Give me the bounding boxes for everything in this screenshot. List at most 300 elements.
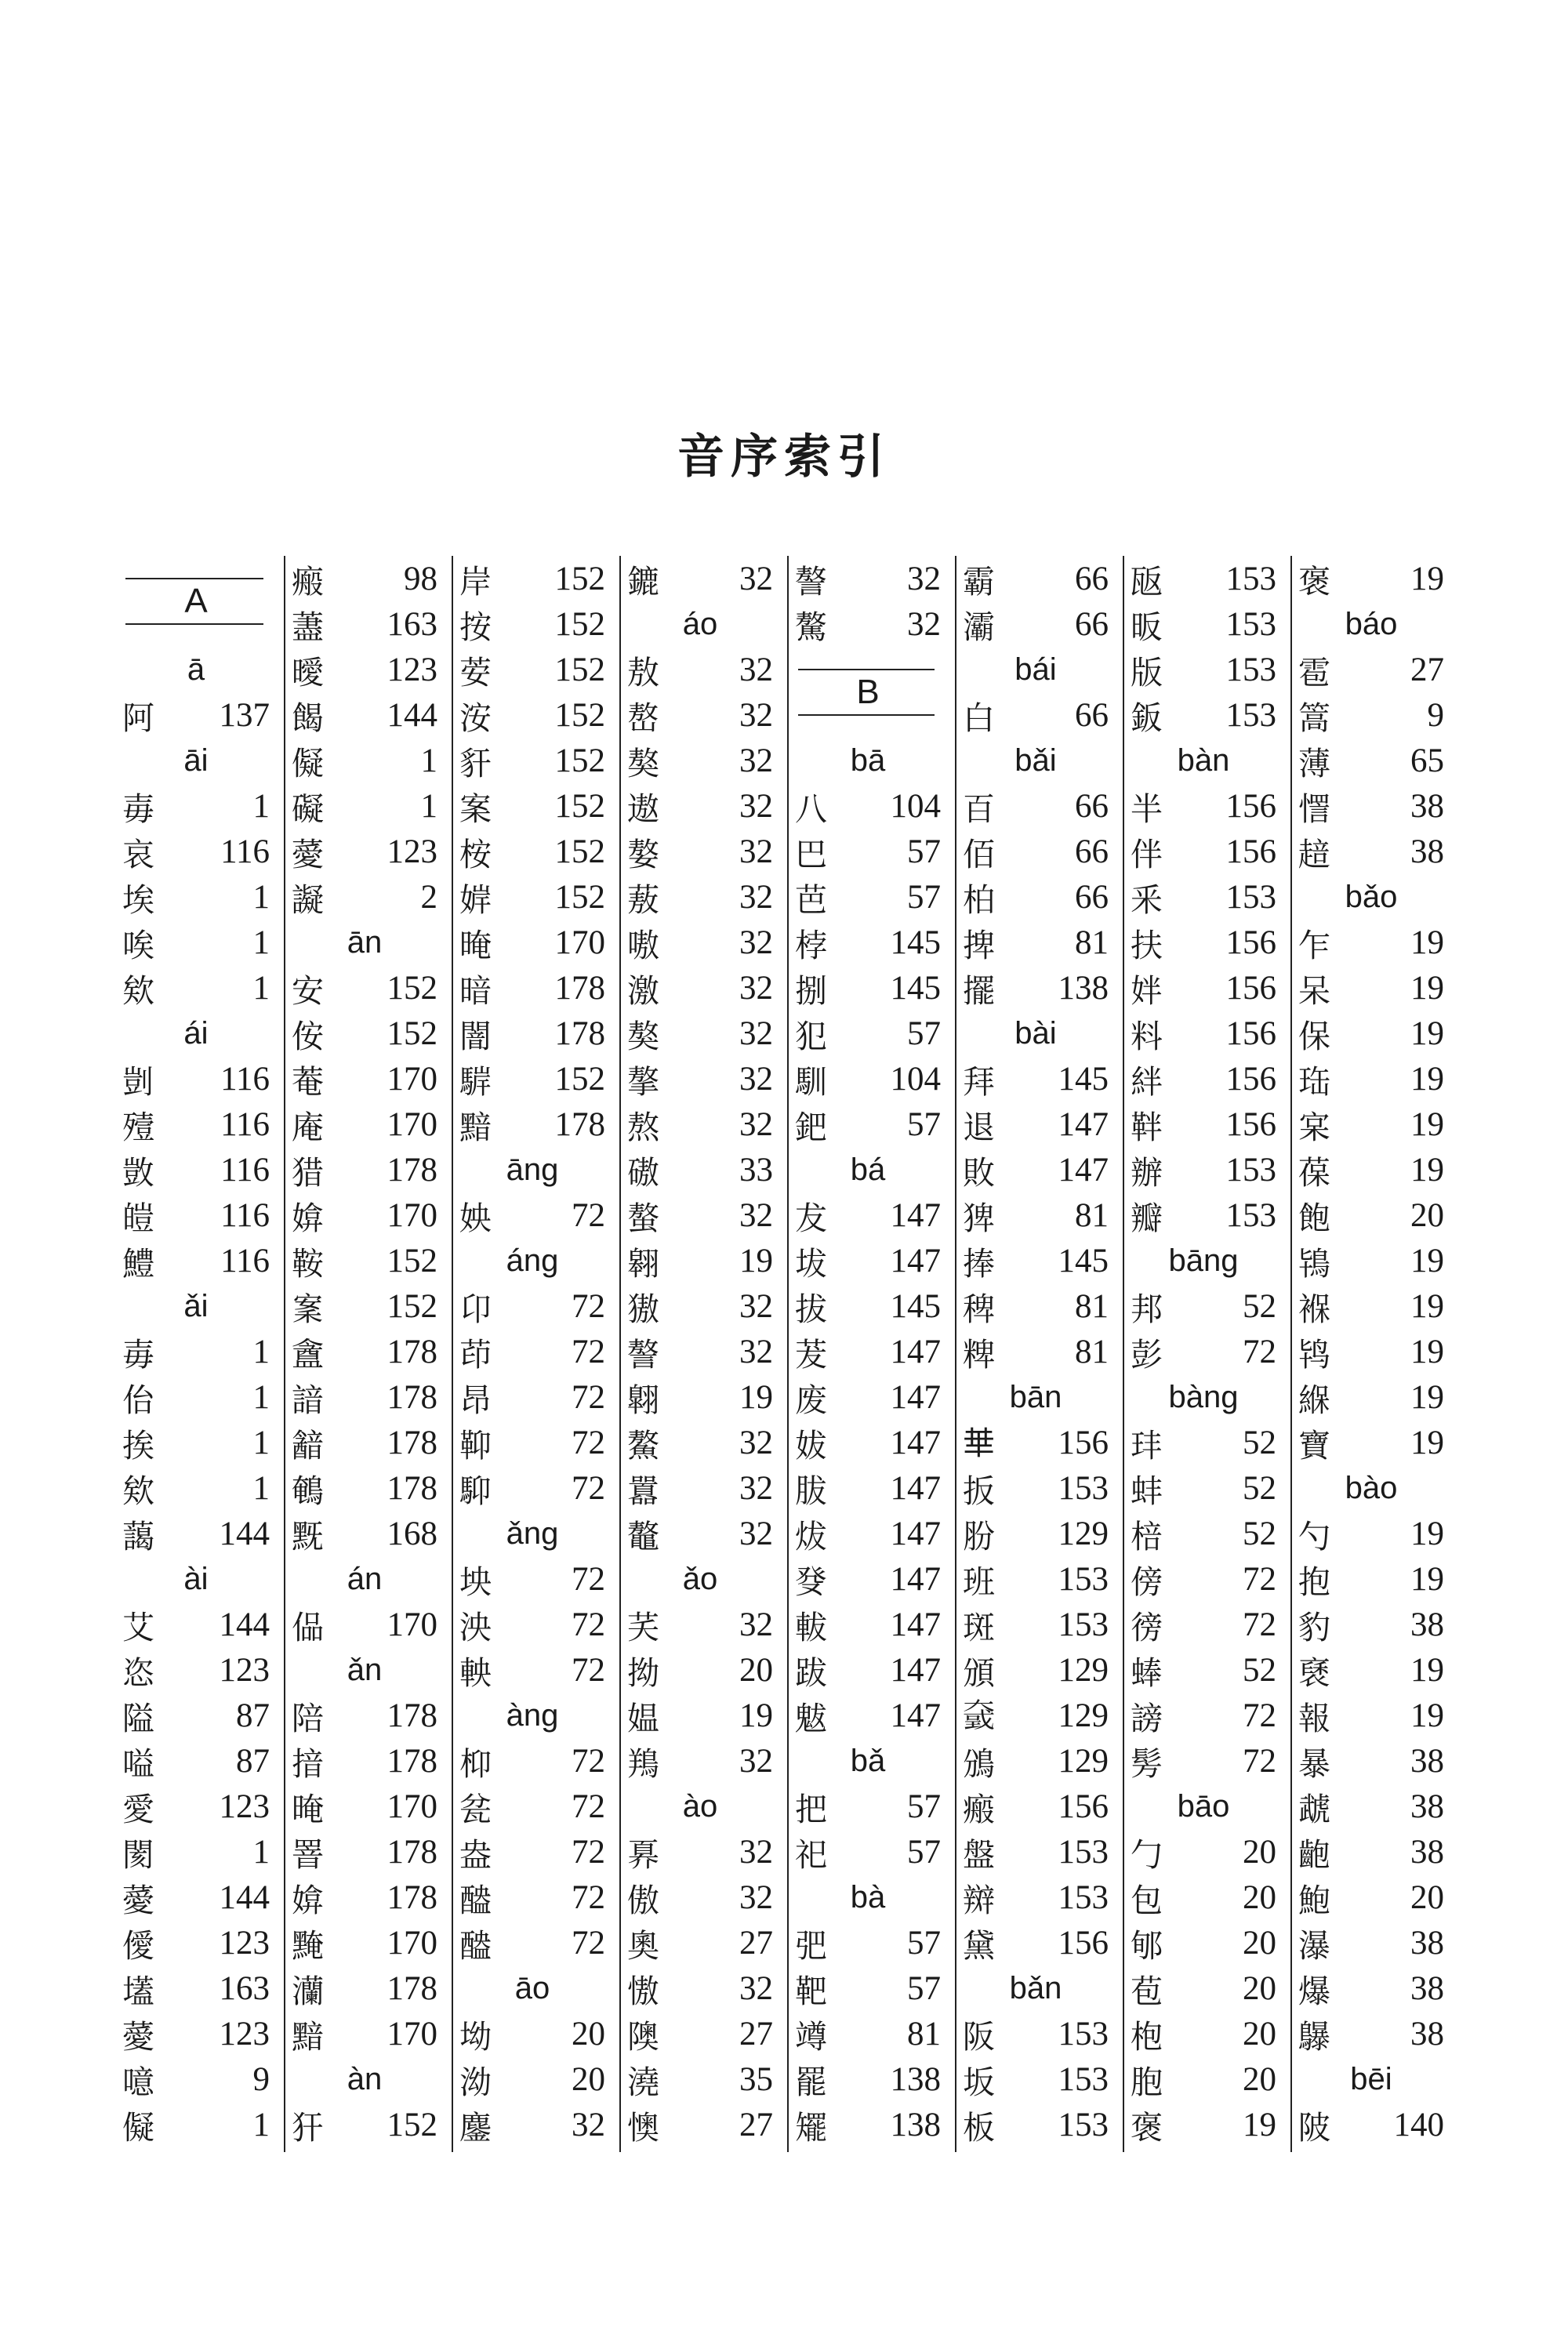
- entry-page-number: 147: [890, 1196, 941, 1234]
- index-entry: [627, 874, 773, 920]
- entry-page-number: 52: [1243, 1651, 1276, 1689]
- entry-page-number: 152: [387, 1014, 437, 1052]
- entry-page-number: 153: [1058, 1606, 1109, 1643]
- index-entry: [795, 1420, 941, 1465]
- entry-character: 欸: [122, 1472, 154, 1510]
- index-entry: [963, 1192, 1109, 1238]
- entry-character: 鴹: [627, 1744, 659, 1783]
- entry-page-number: 38: [1410, 1788, 1444, 1825]
- entry-character: 豹: [1298, 1608, 1330, 1646]
- entry-character: 鵪: [292, 1472, 324, 1510]
- entry-page-number: 38: [1410, 1969, 1444, 2007]
- entry-character: 譺: [292, 880, 324, 919]
- index-entry: [627, 1056, 773, 1102]
- entry-page-number: 52: [1243, 1515, 1276, 1552]
- entry-character: 褒: [1298, 562, 1330, 601]
- index-entry: [795, 1329, 941, 1374]
- entry-character: 肦: [963, 1517, 995, 1555]
- index-entry: [122, 1147, 270, 1192]
- index-entry: [963, 1283, 1109, 1329]
- entry-character: 斑: [963, 1608, 995, 1646]
- index-entry: [1298, 1329, 1444, 1374]
- entry-page-number: 152: [554, 878, 605, 916]
- entry-character: 祀: [795, 1835, 827, 1874]
- pinyin-heading: bān: [1009, 1379, 1062, 1414]
- entry-page-number: 72: [1243, 1742, 1276, 1780]
- entry-page-number: 72: [572, 1606, 605, 1643]
- entry-page-number: 1: [252, 1424, 270, 1461]
- index-entry: [963, 1647, 1109, 1693]
- entry-page-number: 116: [220, 1196, 270, 1234]
- index-entry: [1298, 1829, 1444, 1875]
- index-entry: [292, 829, 437, 874]
- index-entry: [1298, 738, 1444, 783]
- entry-page-number: 57: [907, 1105, 941, 1143]
- entry-page-number: 32: [739, 1333, 773, 1370]
- entry-page-number: 19: [1410, 1242, 1444, 1279]
- index-entry: [459, 1875, 605, 1920]
- entry-page-number: 19: [1410, 1287, 1444, 1325]
- entry-character: 保: [1298, 1017, 1330, 1055]
- entry-page-number: 19: [1410, 1424, 1444, 1461]
- pinyin-heading: bàng: [1168, 1379, 1239, 1414]
- entry-character: 鴇: [1298, 1244, 1330, 1283]
- entry-page-number: 20: [572, 2015, 605, 2053]
- entry-character: 灡: [292, 1972, 324, 2010]
- entry-character: 茚: [459, 1335, 492, 1374]
- index-entry: [627, 1420, 773, 1465]
- index-entry: [627, 1329, 773, 1374]
- index-entry: [459, 738, 605, 783]
- index-entry: [1131, 1192, 1276, 1238]
- index-entry: [1131, 1147, 1276, 1192]
- entry-page-number: 72: [572, 1469, 605, 1507]
- entry-character: 澆: [627, 2063, 659, 2101]
- entry-page-number: 32: [739, 969, 773, 1007]
- entry-page-number: 32: [739, 833, 773, 870]
- entry-page-number: 170: [387, 1060, 437, 1098]
- entry-page-number: 104: [890, 1060, 941, 1098]
- entry-page-number: 32: [907, 605, 941, 643]
- index-entry: [963, 1420, 1109, 1465]
- index-entry: [292, 874, 437, 920]
- entry-character: 囂: [627, 1472, 659, 1510]
- entry-character: 獒: [627, 1017, 659, 1055]
- entry-page-number: 66: [1075, 605, 1109, 643]
- pinyin-heading: bēi: [1350, 2061, 1392, 2096]
- entry-character: 辬: [963, 1881, 995, 1919]
- entry-page-number: 147: [890, 1469, 941, 1507]
- entry-character: 儗: [292, 744, 324, 782]
- index-entry: [122, 1875, 270, 1920]
- pinyin-heading: ǎo: [682, 1561, 718, 1596]
- entry-page-number: 153: [1058, 1833, 1109, 1871]
- pinyin-heading: bào: [1345, 1470, 1398, 1505]
- index-entry: [459, 874, 605, 920]
- entry-character: 柏: [963, 880, 995, 919]
- index-entry: [459, 1192, 605, 1238]
- entry-character: 拔: [795, 1290, 827, 1328]
- entry-character: 靶: [795, 1972, 827, 2010]
- entry-character: 鞍: [292, 1244, 324, 1283]
- index-entry: [292, 1738, 437, 1784]
- entry-character: 珤: [1298, 1062, 1330, 1101]
- entry-page-number: 138: [1058, 969, 1109, 1007]
- entry-page-number: 156: [1225, 833, 1276, 870]
- index-entry: [1298, 1965, 1444, 2011]
- entry-character: 跋: [795, 1653, 827, 1692]
- index-entry: [627, 1920, 773, 1965]
- index-entry: [1298, 965, 1444, 1011]
- index-entry: [292, 1829, 437, 1875]
- index-entry: [1131, 1102, 1276, 1147]
- entry-character: 鈑: [1131, 699, 1163, 737]
- entry-character: 嶅: [627, 699, 659, 737]
- index-entry: [795, 556, 941, 601]
- entry-page-number: 81: [907, 2015, 941, 2053]
- entry-character: 髣: [1131, 1744, 1163, 1783]
- entry-character: 阪: [963, 2017, 995, 2056]
- entry-character: 桲: [795, 926, 827, 964]
- index-entry: [1131, 920, 1276, 965]
- entry-page-number: 153: [1225, 560, 1276, 597]
- entry-character: 版: [1131, 653, 1163, 691]
- index-entry: [963, 1102, 1109, 1147]
- entry-page-number: 156: [1225, 924, 1276, 961]
- index-entry: [627, 647, 773, 692]
- index-entry: [963, 601, 1109, 647]
- entry-character: 盎: [459, 1835, 492, 1874]
- entry-character: 媕: [292, 1881, 324, 1919]
- entry-character: 敖: [627, 653, 659, 691]
- index-entry: [122, 1693, 270, 1738]
- entry-page-number: 81: [1075, 1333, 1109, 1370]
- entry-page-number: 52: [1243, 1287, 1276, 1325]
- entry-character: 魃: [795, 1699, 827, 1737]
- entry-page-number: 72: [572, 1742, 605, 1780]
- index-entry: [122, 2102, 270, 2147]
- pinyin-heading: āng: [506, 1152, 559, 1187]
- index-entry: [963, 1465, 1109, 1511]
- index-entry: [1131, 1875, 1276, 1920]
- entry-page-number: 32: [739, 1515, 773, 1552]
- entry-page-number: 156: [1225, 1105, 1276, 1143]
- entry-page-number: 123: [219, 1788, 270, 1825]
- index-entry: [1131, 692, 1276, 738]
- entry-page-number: 57: [907, 1833, 941, 1871]
- index-entry: [795, 874, 941, 920]
- index-entry: [122, 965, 270, 1011]
- entry-character: 黤: [292, 1926, 324, 1965]
- entry-page-number: 32: [739, 878, 773, 916]
- entry-page-number: 32: [739, 1196, 773, 1234]
- entry-character: 岸: [459, 562, 492, 601]
- entry-character: 鈀: [795, 1108, 827, 1146]
- entry-page-number: 178: [387, 1151, 437, 1189]
- entry-character: 瓪: [1131, 562, 1163, 601]
- entry-page-number: 153: [1225, 878, 1276, 916]
- index-entry: [459, 783, 605, 829]
- index-entry: [122, 920, 270, 965]
- entry-page-number: 98: [404, 560, 437, 597]
- index-entry: [292, 2102, 437, 2147]
- entry-page-number: 145: [1058, 1242, 1109, 1279]
- index-entry: [627, 1647, 773, 1693]
- entry-page-number: 137: [219, 696, 270, 734]
- index-entry: [292, 2011, 437, 2056]
- entry-character: 犯: [795, 1017, 827, 1055]
- entry-character: 灞: [963, 608, 995, 646]
- entry-character: 抱: [1298, 1563, 1330, 1601]
- entry-page-number: 32: [739, 1606, 773, 1643]
- entry-page-number: 57: [907, 833, 941, 870]
- entry-character: 釆: [1131, 880, 1163, 919]
- entry-character: 罯: [292, 1835, 324, 1874]
- entry-page-number: 32: [739, 1742, 773, 1780]
- entry-character: 苞: [1131, 1972, 1163, 2010]
- index-entry: [795, 1693, 941, 1738]
- entry-character: 褓: [1298, 1290, 1330, 1328]
- entry-character: 矲: [795, 2108, 827, 2147]
- index-entry: [795, 2011, 941, 2056]
- index-entry: [122, 829, 270, 874]
- index-entry: [1131, 1920, 1276, 1965]
- entry-character: 姅: [1131, 971, 1163, 1010]
- entry-character: 瓣: [1131, 1199, 1163, 1237]
- entry-page-number: 35: [739, 2060, 773, 2098]
- entry-character: 軷: [795, 1608, 827, 1646]
- entry-page-number: 1: [420, 742, 437, 779]
- entry-character: 洝: [459, 699, 492, 737]
- index-entry: [122, 1374, 270, 1420]
- index-entry: [459, 1056, 605, 1102]
- entry-character: 庵: [292, 1108, 324, 1146]
- index-entry: [795, 1192, 941, 1238]
- entry-character: 盤: [963, 1835, 995, 1874]
- pinyin-heading: àng: [506, 1697, 559, 1733]
- index-entry: [1298, 1511, 1444, 1556]
- index-entry: [963, 1556, 1109, 1602]
- entry-character: 坳: [459, 2017, 492, 2056]
- pinyin-heading: ài: [183, 1561, 209, 1596]
- entry-character: 靽: [1131, 1108, 1163, 1146]
- entry-page-number: 66: [1075, 696, 1109, 734]
- index-entry: [292, 1011, 437, 1056]
- entry-character: 諳: [292, 1381, 324, 1419]
- entry-page-number: 52: [1243, 1469, 1276, 1507]
- entry-page-number: 152: [554, 560, 605, 597]
- entry-page-number: 57: [907, 1969, 941, 2007]
- index-entry: [1131, 1420, 1276, 1465]
- entry-page-number: 38: [1410, 787, 1444, 825]
- index-entry: [292, 1192, 437, 1238]
- entry-character: 盦: [292, 1335, 324, 1374]
- index-entry: [627, 965, 773, 1011]
- index-entry: [795, 920, 941, 965]
- index-entry: [795, 1374, 941, 1420]
- index-entry: [1131, 965, 1276, 1011]
- entry-page-number: 20: [1243, 1878, 1276, 1916]
- entry-page-number: 170: [387, 1788, 437, 1825]
- entry-page-number: 144: [219, 1606, 270, 1643]
- index-entry: [627, 1511, 773, 1556]
- index-entry: [963, 1693, 1109, 1738]
- entry-character: 荌: [459, 653, 492, 691]
- entry-character: 毐: [122, 1335, 154, 1374]
- index-entry: [795, 829, 941, 874]
- entry-page-number: 19: [739, 1378, 773, 1416]
- index-entry: [627, 920, 773, 965]
- entry-page-number: 170: [387, 1606, 437, 1643]
- entry-page-number: 57: [907, 1014, 941, 1052]
- index-entry: [292, 738, 437, 783]
- index-entry: [1298, 647, 1444, 692]
- entry-character: 螯: [627, 1199, 659, 1237]
- index-entry: [627, 1829, 773, 1875]
- entry-page-number: 20: [572, 2060, 605, 2098]
- entry-page-number: 123: [219, 1651, 270, 1689]
- index-entry: [122, 1102, 270, 1147]
- entry-page-number: 156: [1058, 1424, 1109, 1461]
- entry-character: 鮑: [1298, 1881, 1330, 1919]
- index-entry: [459, 1420, 605, 1465]
- entry-character: 卬: [459, 1290, 492, 1328]
- entry-page-number: 156: [1225, 969, 1276, 1007]
- index-entry: [122, 783, 270, 829]
- index-entry: [459, 1829, 605, 1875]
- index-entry: [963, 1875, 1109, 1920]
- entry-page-number: 178: [387, 1969, 437, 2007]
- entry-page-number: 72: [572, 1378, 605, 1416]
- entry-page-number: 144: [219, 1878, 270, 1916]
- entry-character: 弝: [795, 1926, 827, 1965]
- entry-character: 愛: [122, 1790, 154, 1828]
- entry-page-number: 38: [1410, 1833, 1444, 1871]
- entry-character: 拗: [627, 1653, 659, 1692]
- index-entry: [795, 601, 941, 647]
- entry-page-number: 147: [890, 1378, 941, 1416]
- entry-character: 剴: [122, 1062, 154, 1101]
- entry-character: 醠: [459, 1881, 492, 1919]
- index-entry: [627, 1965, 773, 2011]
- index-entry: [459, 1465, 605, 1511]
- entry-page-number: 20: [1410, 1196, 1444, 1234]
- entry-character: 鸨: [1298, 1335, 1330, 1374]
- index-entry: [795, 1784, 941, 1829]
- entry-character: 鱧: [122, 1244, 154, 1283]
- entry-page-number: 129: [1058, 1697, 1109, 1734]
- entry-character: 白: [963, 699, 995, 737]
- index-entry: [1298, 1738, 1444, 1784]
- entry-page-number: 145: [890, 924, 941, 961]
- index-entry: [122, 1647, 270, 1693]
- index-entry: [795, 1238, 941, 1283]
- entry-character: 𠦒: [963, 1425, 995, 1462]
- index-entry: [1131, 601, 1276, 647]
- pinyin-heading: bái: [1014, 652, 1057, 687]
- index-entry: [122, 692, 270, 738]
- index-entry: [963, 1920, 1109, 1965]
- entry-character: 獓: [627, 1290, 659, 1328]
- entry-page-number: 32: [739, 924, 773, 961]
- entry-page-number: 153: [1058, 1469, 1109, 1507]
- entry-character: 昄: [1131, 608, 1163, 646]
- entry-page-number: 33: [739, 1151, 773, 1189]
- index-entry: [627, 1192, 773, 1238]
- index-entry: [627, 1875, 773, 1920]
- entry-character: 韽: [292, 1426, 324, 1465]
- index-entry: [459, 2102, 605, 2147]
- entry-page-number: 147: [890, 1560, 941, 1598]
- entry-character: 阿: [122, 699, 154, 737]
- entry-page-number: 178: [387, 1742, 437, 1780]
- entry-character: 絆: [1131, 1062, 1163, 1101]
- entry-character: 把: [795, 1790, 827, 1828]
- index-entry: [963, 1511, 1109, 1556]
- page-title: 音序索引: [677, 430, 891, 485]
- entry-page-number: 152: [554, 787, 605, 825]
- index-entry: [1298, 1784, 1444, 1829]
- entry-character: 激: [627, 971, 659, 1010]
- entry-character: 枊: [459, 1744, 492, 1783]
- index-entry: [795, 1556, 941, 1602]
- index-entry: [1298, 1056, 1444, 1102]
- entry-character: 薆: [122, 1881, 154, 1919]
- entry-character: 驁: [795, 608, 827, 646]
- entry-character: 嫯: [627, 835, 659, 873]
- entry-page-number: 72: [1243, 1606, 1276, 1643]
- index-entry: [963, 1056, 1109, 1102]
- entry-page-number: 1: [252, 2106, 270, 2143]
- index-entry: [795, 965, 941, 1011]
- index-entry: [459, 2011, 605, 2056]
- entry-character: 蔜: [627, 880, 659, 919]
- entry-character: 獒: [627, 744, 659, 782]
- index-entry: [1298, 1283, 1444, 1329]
- entry-character: 𡙮: [963, 1697, 995, 1735]
- entry-character: 案: [459, 789, 492, 828]
- index-entry: [795, 1102, 941, 1147]
- entry-character: 藹: [122, 1517, 154, 1555]
- entry-page-number: 20: [1243, 2015, 1276, 2053]
- index-entry: [459, 829, 605, 874]
- entry-character: 頒: [963, 1653, 995, 1692]
- index-entry: [459, 1920, 605, 1965]
- entry-character: 蜯: [1131, 1653, 1163, 1692]
- entry-page-number: 152: [387, 2106, 437, 2143]
- entry-character: 殪: [122, 1108, 154, 1146]
- entry-character: 玤: [1131, 1426, 1163, 1465]
- entry-page-number: 156: [1058, 1788, 1109, 1825]
- entry-page-number: 170: [387, 1924, 437, 1962]
- index-entry: [1131, 2056, 1276, 2102]
- index-entry: [795, 1511, 941, 1556]
- pinyin-heading: bàn: [1177, 742, 1230, 778]
- index-entry: [122, 1784, 270, 1829]
- index-entry: [627, 1465, 773, 1511]
- entry-character: 寶: [1298, 1426, 1330, 1465]
- index-entry: [627, 1147, 773, 1192]
- index-entry: [1298, 829, 1444, 874]
- index-entry: [963, 965, 1109, 1011]
- pinyin-heading: ǎn: [347, 1652, 383, 1687]
- entry-character: 鏕: [627, 562, 659, 601]
- entry-page-number: 19: [1410, 1105, 1444, 1143]
- entry-character: 傍: [1131, 1563, 1163, 1601]
- index-entry: [1131, 829, 1276, 874]
- entry-page-number: 152: [554, 696, 605, 734]
- entry-page-number: 156: [1225, 1014, 1276, 1052]
